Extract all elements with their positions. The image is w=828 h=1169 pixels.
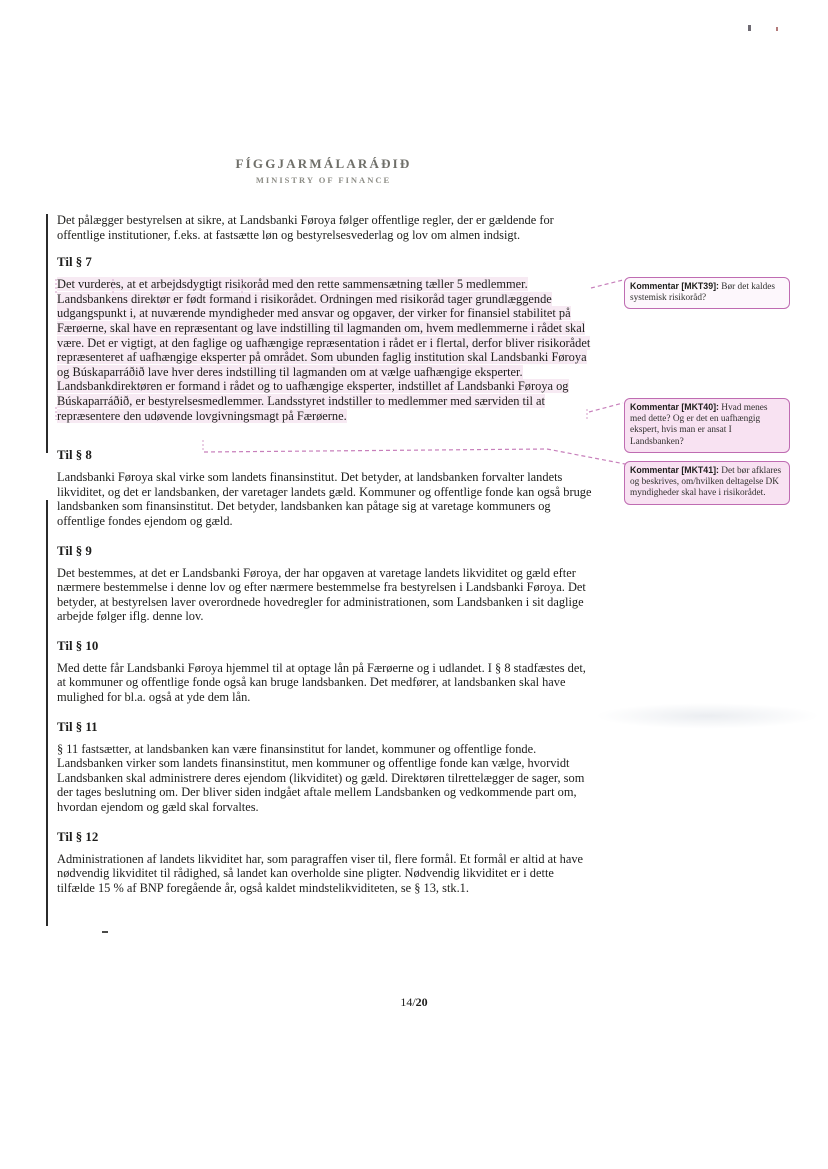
section-body-til-11: § 11 fastsætter, at landsbanken kan være finansinstitut for landet, kommuner og offentlige fonde. Landsbanken virker som landets finansinstitut, men kommuner og offentlige fonde kan vælge, hvorvidt Landsbanken skal administrere deres ejendom (likviditet) og gæld. Direktøren tilrettelægger de sager, som der tages beslutning om. Der bliver siden indgået aftale mellem Landsbanken og vedkommende part om, hvordan ejendom og gæld skal forvaltes. bbox=[57, 741, 585, 815]
comment-balloon-mkt39 bbox=[624, 277, 790, 309]
scan-smudge-artifact bbox=[595, 703, 820, 729]
section-body-til-7 bbox=[57, 277, 594, 423]
section-heading-til-12: Til § 12 bbox=[57, 829, 99, 844]
highlighted-text: Det vurderes, at et arbejdsdygtigt risikoråd med den rette sammensætning tæller 5 medlemmer. Landsbankens direktør er født formand i risikorådet. Ordningen med risikoråd tager grundlæggende udgangspunkt i, at nuværende myndigheder med ansvar og opgaver, der virker for finansiel stabilitet på Færøerne, skal have en repræsentant og lave indstilling til lagmanden om, hvem medlemmerne i rådet skal være. Det er vigtigt, at den faglige og uafhængige repræsentation i rådet er i flertal, derfor bliver risikorådet repræsenteret af uafhængige eksperter på området. Som ubunden faglig institution skal Landsbanki Føroya og Búskaparráðið lave hver deres indstilling til lagmanden om at vælge uafhængige eksperter. Landsbankdirektøren er formand i rådet og to uafhængige eksperter, indstillet af Landsbanki Føroya og Búskaparráðið, er bestyrelsesmedlemmer. Landsstyret indstiller to medlemmer med særviden til at repræsentere den udøvende lovgivningsmagt på Færøerne. bbox=[57, 277, 591, 423]
comment-balloon-mkt41 bbox=[624, 461, 790, 505]
ministry-logo-subtitle: MINISTRY OF FINANCE bbox=[255, 175, 392, 185]
page-number bbox=[0, 995, 828, 1010]
section-body-til-8: Landsbanki Føroya skal virke som landets finansinstitut. Det betyder, at landsbanken forvalter landets likviditet, og det er landsbanken, der varetager landets gæld. Kommuner og offentlige fonde kan også bruge landsbanken som finansinstitut. Det betyder, landsbanken kan påtage sig at varetage kommuners og offentlige fondes ejendom og gæld. bbox=[57, 470, 592, 528]
scan-dash-artifact bbox=[102, 931, 108, 933]
comment-text: Hvad menes med dette? Og er det en uafhængig ekspert, hvis man er ansat I Landsbanken? bbox=[630, 403, 768, 447]
section-body-til-10: Med dette får Landsbanki Føroya hjemmel til at optage lån på Færøerne og i udlandet. I § 8 stadfæstes det, at kommuner og offentlige fonde også kan bruge landsbanken. Det medfører, at landsbanken skal have mulighed for bl.a. også at yde dem lån. bbox=[57, 660, 586, 705]
comment-label: Kommentar [MKT39]: bbox=[630, 281, 719, 291]
section-body-til-12: Administrationen af landets likviditet har, som paragraffen viser til, flere formål. Et formål er altid at have nødvendig likviditet til rådighed, så landet kan overholde sine pligter. Nødvendig likviditet er i dette tilfælde 15 % af BNP foregående år, også kaldet mindstelikviditeten, se § 13, stk.1. bbox=[57, 851, 584, 895]
section-heading-til-11: Til § 11 bbox=[57, 719, 98, 734]
section-heading-til-8: Til § 8 bbox=[57, 448, 92, 463]
page-number-total: 20 bbox=[415, 995, 428, 1009]
intro-paragraph: Det pålægger bestyrelsen at sikre, at Landsbanki Føroya følger offentlige regler, der er gældende for offentlige institutioner, f.eks. at fastsætte løn og bestyrelsesvederlag og lov om almen indsigt. bbox=[57, 213, 554, 242]
section-heading-til-9: Til § 9 bbox=[57, 543, 92, 558]
section-heading-til-7: Til § 7 bbox=[57, 255, 92, 270]
page-number-current: 14/ bbox=[400, 995, 416, 1009]
scan-speck-artifact bbox=[776, 27, 778, 31]
ministry-logo bbox=[57, 156, 590, 185]
revision-change-bar bbox=[46, 214, 48, 453]
comment-label: Kommentar [MKT41]: bbox=[630, 465, 719, 475]
comment-label: Kommentar [MKT40]: bbox=[630, 402, 719, 412]
scan-speck-artifact bbox=[748, 25, 751, 31]
document-body bbox=[57, 213, 594, 895]
section-heading-til-10: Til § 10 bbox=[57, 638, 99, 653]
comment-text: Det bør afklares og beskrives, om/hvilken deltagelse DK myndigheder skal have i risikorådet. bbox=[630, 466, 782, 499]
revision-change-bar bbox=[46, 500, 48, 926]
section-body-til-9: Det bestemmes, at det er Landsbanki Føroya, der har opgaven at varetage landets likviditet og gæld efter nærmere bestemmelse i denne lov og efter nærmere bestemmelse fra bestyrelsen i Landsbanki Føroya. Det betyder, at bestyrelsen laver overordnede hovedregler for administrationen, som Landsbanken i sit daglige arbejde følger iflg. denne lov. bbox=[57, 565, 586, 624]
comment-balloon-mkt40 bbox=[624, 398, 790, 453]
ministry-logo-title: FÍGGJARMÁLARÁÐIÐ bbox=[235, 156, 412, 171]
comment-text: Bør det kaldes systemisk risikoråd? bbox=[630, 282, 775, 304]
